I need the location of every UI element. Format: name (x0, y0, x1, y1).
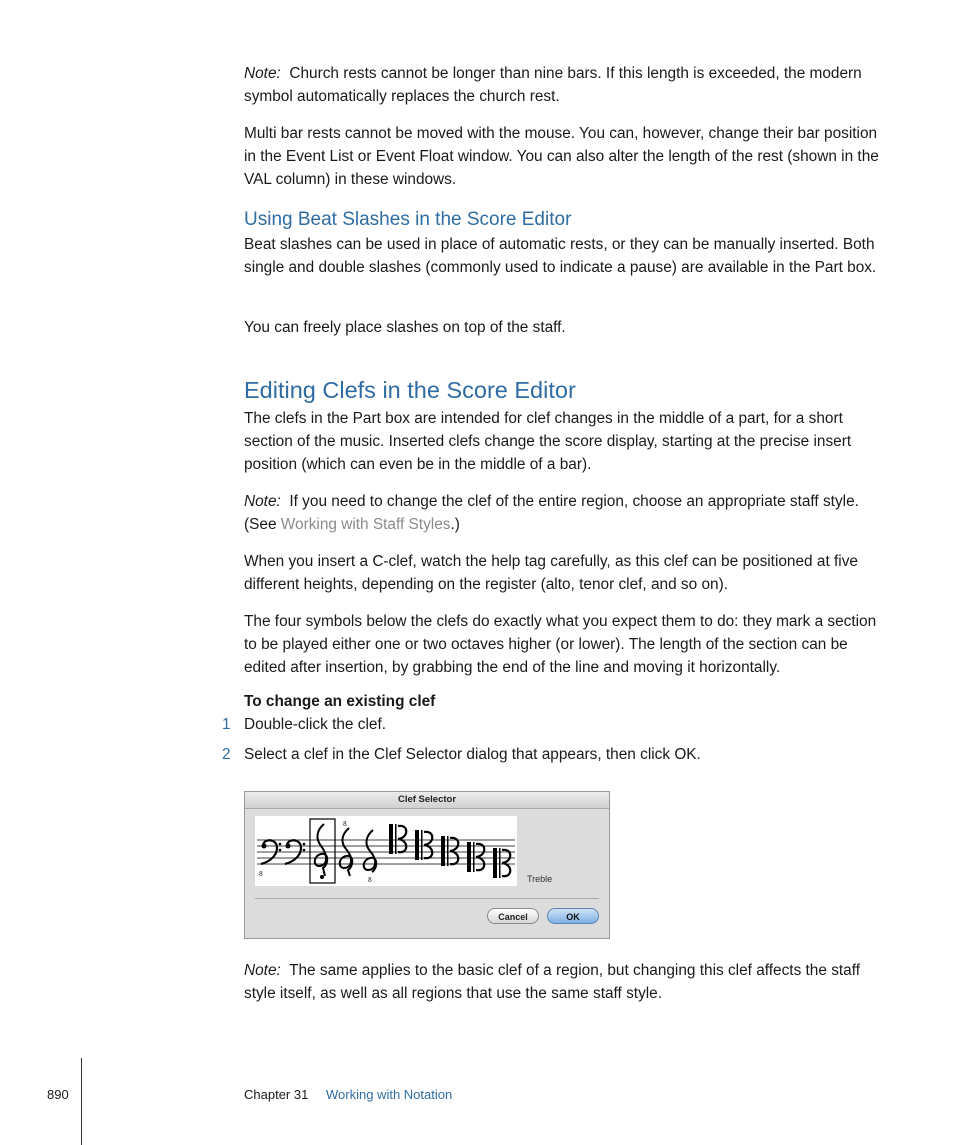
clef-staff-area (255, 816, 517, 886)
multibar-paragraph: Multi bar rests cannot be moved with the mouse. You can, however, change their bar position in the Event List or Event Float window. You can also alter the length of the rest (shown in the VAL column) in these windows. (244, 125, 879, 188)
step-text: Double-click the clef. (244, 716, 386, 733)
beat-slashes-heading: Using Beat Slashes in the Score Editor (244, 209, 572, 230)
treble-clef-icon[interactable] (315, 824, 328, 879)
footer-divider (81, 1058, 82, 1145)
step-text: Select a clef in the Clef Selector dialog that appears, then click OK. (244, 746, 701, 763)
c-clef-paragraph: When you insert a C-clef, watch the help tag carefully, as this clef can be positioned at five different heights, depending on the register (alto, tenor clef, and so on). (244, 553, 858, 593)
step-number: 2 (222, 746, 231, 763)
svg-text:8: 8 (259, 871, 263, 878)
treble-clef-8va-icon[interactable] (340, 821, 353, 876)
octave-symbols-paragraph: The four symbols below the clefs do exactly what you expect them to do: they mark a section to be played either one or two octaves higher (or lower). The length of the section can be edited after insertion, by grabbing the end of the line and moving it horizontally. (244, 613, 877, 676)
task-title: To change an existing clef (244, 693, 436, 710)
selection-box (310, 819, 335, 883)
svg-text:8: 8 (368, 877, 372, 884)
clef-selector-dialog (244, 791, 610, 939)
c-clef-mezzo-icon[interactable] (415, 830, 432, 860)
chapter-label: Chapter 31 (244, 1087, 309, 1102)
c-clef-tenor-icon[interactable] (467, 842, 484, 872)
note-text-after: .) (450, 516, 460, 533)
note-staff-style (244, 490, 884, 536)
dialog-divider (255, 898, 599, 899)
beat-slashes-paragraph: Beat slashes can be used in place of automatic rests, or they can be manually inserted. Both single and double slashes (commonly used to indicate a pause) are available in the Part box. (244, 236, 877, 276)
note-text: The same applies to the basic clef of a region, but changing this clef affects the staff style itself, as well as all regions that use the same staff style. (244, 962, 861, 1002)
note-basic-clef (244, 959, 884, 1005)
chapter-title-link[interactable]: Working with Notation (326, 1087, 453, 1102)
ok-button[interactable]: OK (547, 908, 599, 924)
c-clef-baritone-icon[interactable] (493, 848, 510, 878)
page-number: 890 (47, 1087, 69, 1102)
note-label: Note: (244, 493, 281, 510)
selected-clef-label: Treble (527, 874, 553, 884)
clef-staff (255, 816, 517, 886)
c-clef-soprano-icon[interactable] (389, 824, 406, 854)
editing-clefs-heading: Editing Clefs in the Score Editor (244, 377, 576, 403)
step-number: 1 (222, 716, 231, 733)
svg-text:8: 8 (343, 821, 347, 828)
staff-styles-link[interactable]: Working with Staff Styles (280, 516, 451, 533)
note-text: Church rests cannot be longer than nine bars. If this length is exceeded, the modern symbol automatically replaces the church rest. (244, 65, 862, 105)
note-church-rests (244, 62, 884, 108)
note-label: Note: (244, 962, 281, 979)
dialog-title: Clef Selector (245, 792, 609, 809)
cancel-button[interactable]: Cancel (487, 908, 539, 924)
c-clef-alto-icon[interactable] (441, 836, 458, 866)
note-text-before: If you need to change the clef of the entire region, choose an appropriate staff style. (See (244, 493, 859, 533)
slashes-staff-paragraph: You can freely place slashes on top of the staff. (244, 319, 566, 336)
clefs-paragraph: The clefs in the Part box are intended for clef changes in the middle of a part, for a short section of the music. Inserted clefs change the score display, starting at the precise insert position (which can even be in the middle of a bar). (244, 410, 852, 473)
note-label: Note: (244, 65, 281, 82)
treble-clef-8vb-icon[interactable] (364, 830, 377, 884)
